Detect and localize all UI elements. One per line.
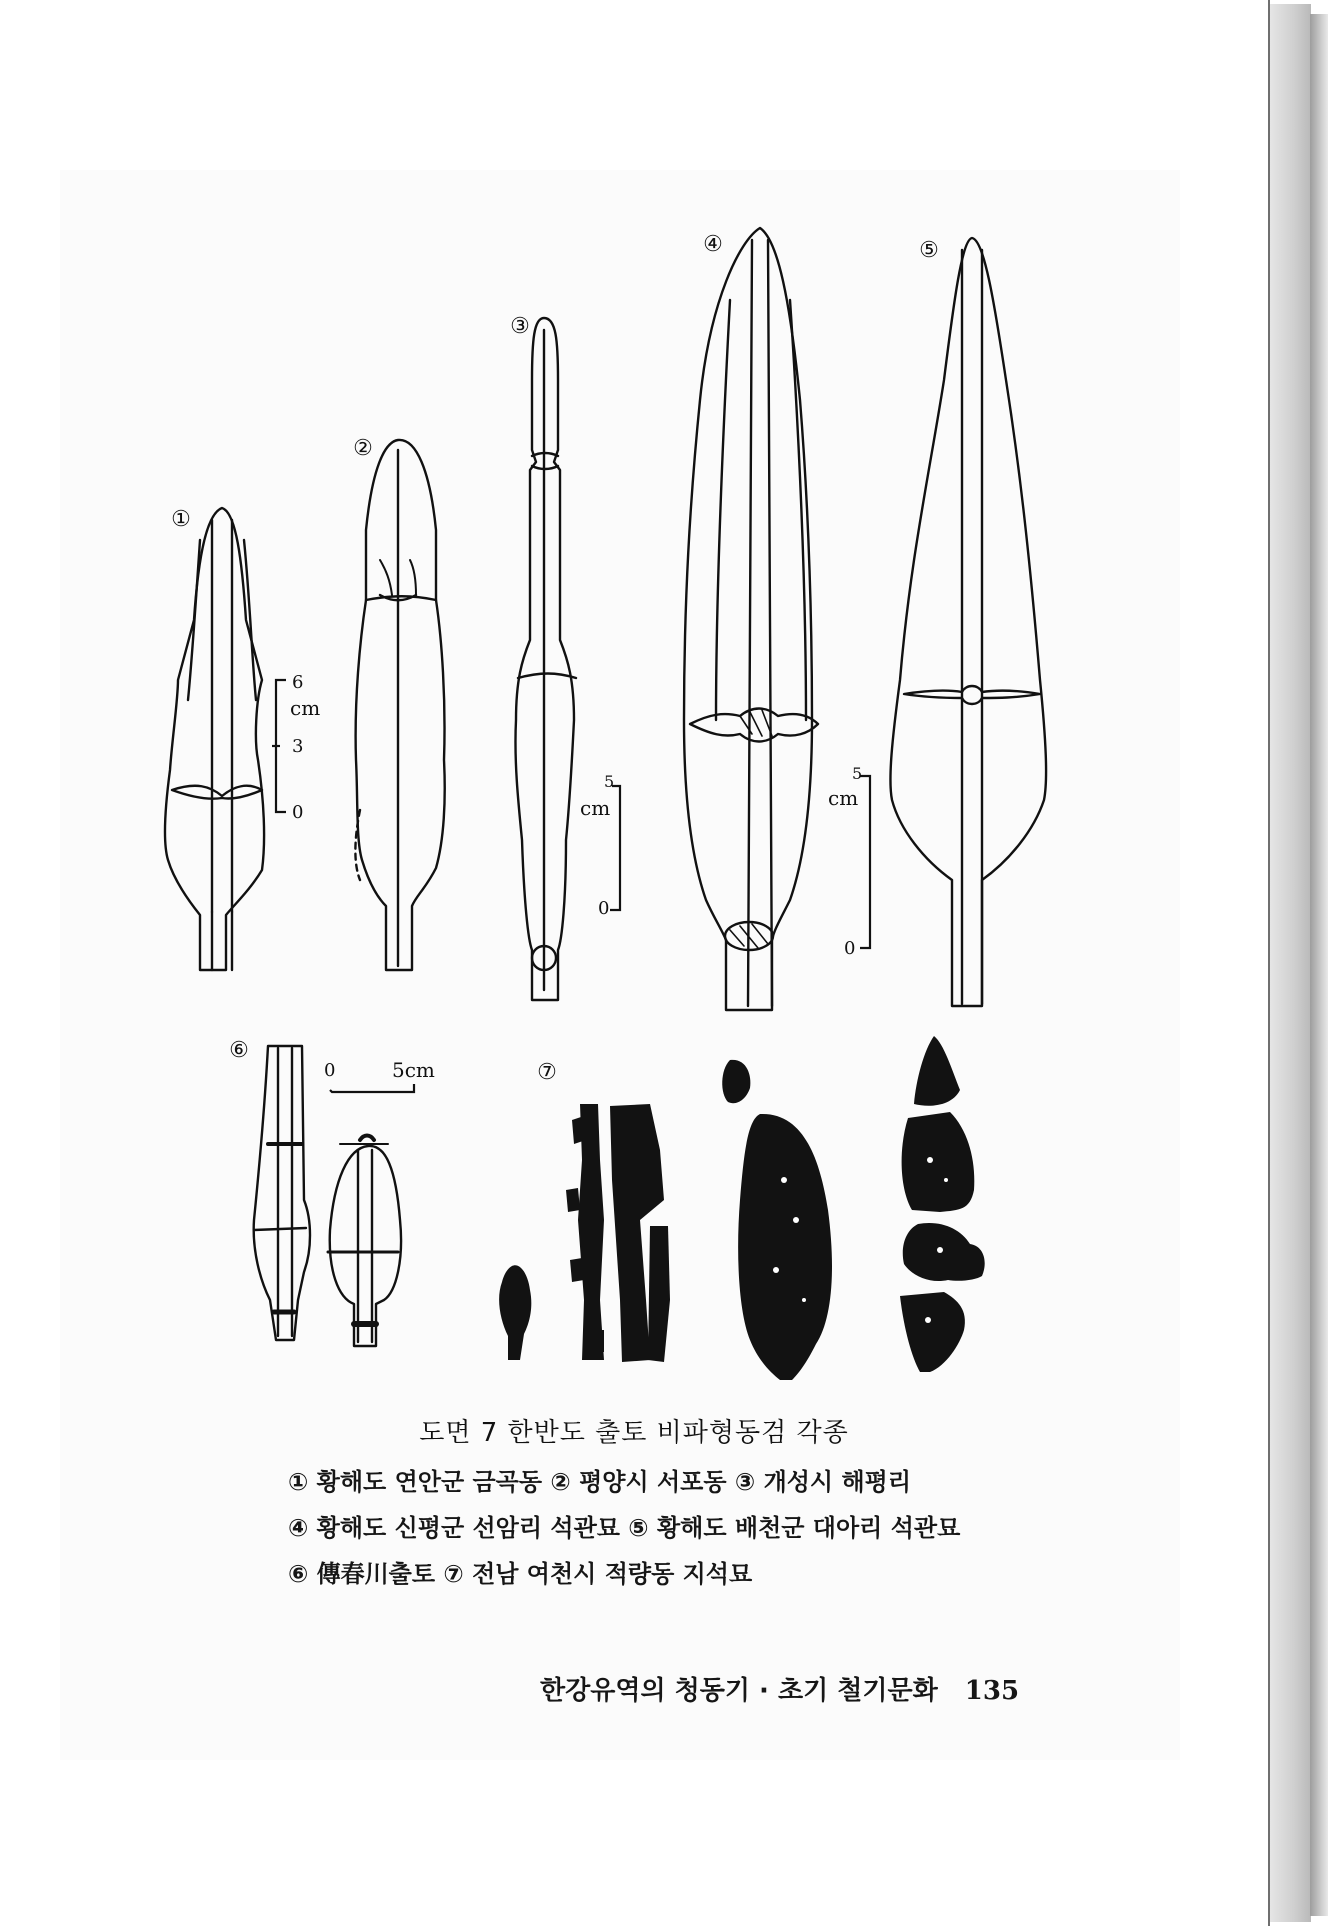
dagger-7-rubbing xyxy=(499,1036,985,1380)
scale-6-right: 5cm xyxy=(392,1058,435,1082)
dagger-3-drawing xyxy=(515,318,576,1000)
scale-1-unit: cm xyxy=(290,696,321,720)
scale-bars xyxy=(272,680,870,1092)
item-label-3: ③ xyxy=(510,314,530,339)
dagger-5-drawing xyxy=(890,238,1046,1006)
scale-4-unit: cm xyxy=(828,786,859,810)
caption-line-2: ④ 황해도 신평군 선암리 석관묘 ⑤ 황해도 배천군 대아리 석관묘 xyxy=(288,1514,961,1542)
dagger-1-drawing xyxy=(165,508,264,970)
scale-4-top: 5 xyxy=(852,764,863,783)
item-label-4: ④ xyxy=(703,232,723,257)
item-label-6: ⑥ xyxy=(229,1038,249,1063)
figure-caption-title: 도면 7 한반도 출토 비파형동검 각종 xyxy=(419,1418,849,1448)
running-footer xyxy=(540,1670,1019,1707)
scale-4-bottom: 0 xyxy=(844,938,856,959)
caption-line-3: ⑥ 傳春川출토 ⑦ 전남 여천시 적량동 지석묘 xyxy=(288,1560,753,1588)
scale-3-bottom: 0 xyxy=(598,898,610,919)
page-edge xyxy=(1268,4,1311,1922)
item-label-2: ② xyxy=(353,436,373,461)
scale-1-mid: 3 xyxy=(292,736,304,757)
scale-3-unit: cm xyxy=(580,796,611,820)
scale-3-top: 5 xyxy=(604,772,615,791)
scale-6-left: 0 xyxy=(324,1060,336,1081)
item-label-5: ⑤ xyxy=(919,238,939,263)
item-label-7: ⑦ xyxy=(537,1060,557,1085)
page-edge-shadow xyxy=(1310,14,1328,1916)
dagger-4-drawing xyxy=(684,228,818,1010)
scale-1-bottom: 0 xyxy=(292,802,304,823)
dagger-2-drawing xyxy=(355,440,444,970)
scale-1-top: 6 xyxy=(292,672,304,693)
caption-line-1: ① 황해도 연안군 금곡동 ② 평양시 서포동 ③ 개성시 해평리 xyxy=(288,1468,912,1496)
running-title: 한강유역의 청동기 · 초기 철기문화 xyxy=(540,1676,938,1706)
item-label-1: ① xyxy=(171,507,191,532)
page-number: 135 xyxy=(964,1676,1020,1706)
